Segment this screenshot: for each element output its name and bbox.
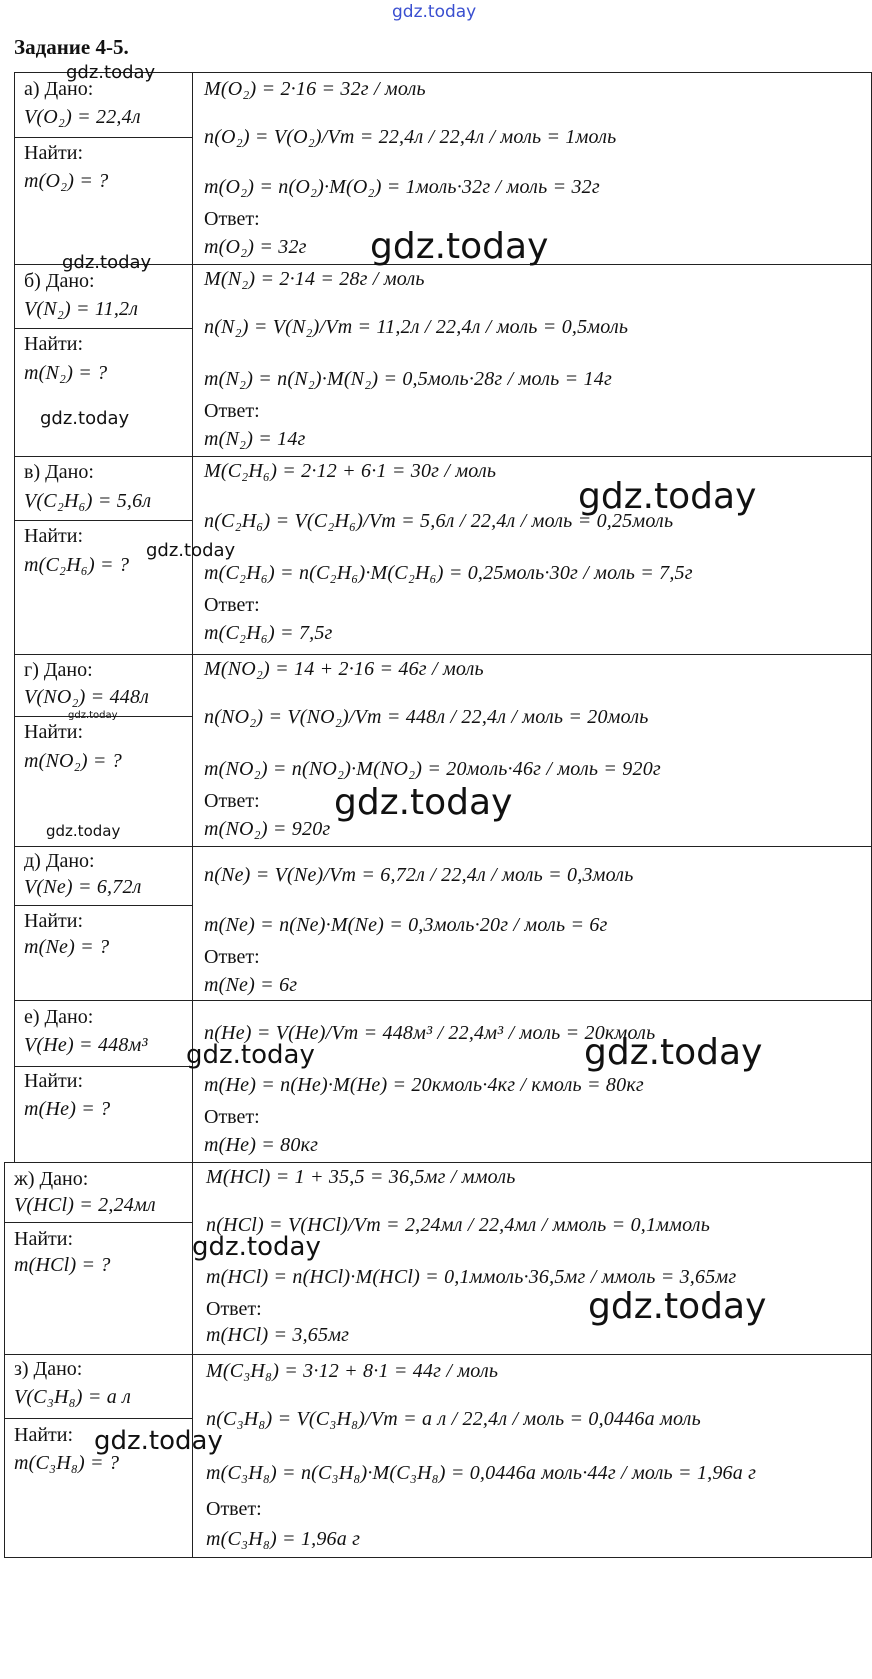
given-value: V(Ne) = 6,72л bbox=[24, 876, 142, 898]
find-label: Найти: bbox=[14, 1228, 74, 1250]
watermark: gdz.today bbox=[578, 476, 757, 517]
answer-label: Ответ: bbox=[204, 208, 260, 230]
given-label: а) Дано: bbox=[24, 78, 94, 100]
find-value: m(O₂) = ? bbox=[24, 170, 109, 192]
answer-value: m(NO₂) = 920г bbox=[204, 818, 331, 840]
given-value: V(NO₂) = 448л bbox=[24, 686, 150, 708]
watermark: gdz.today bbox=[334, 782, 513, 823]
find-value: m(Ne) = ? bbox=[24, 936, 110, 958]
given-label: з) Дано: bbox=[14, 1358, 83, 1380]
find-label: Найти: bbox=[24, 1070, 84, 1092]
given-label: в) Дано: bbox=[24, 461, 94, 483]
watermark: gdz.today bbox=[584, 1032, 763, 1073]
answer-value: m(C₃H₈) = 1,96a г bbox=[206, 1528, 361, 1550]
solution-line: m(C₂H₆) = n(C₂H₆)·M(C₂H₆) = 0,25моль·30г / моль = 7,5г bbox=[204, 562, 693, 584]
answer-label: Ответ: bbox=[204, 790, 260, 812]
solution-line: m(NO₂) = n(NO₂)·M(NO₂) = 20моль·46г / моль = 920г bbox=[204, 758, 661, 780]
solution-line: M(C₃H₈) = 3·12 + 8·1 = 44г / моль bbox=[206, 1360, 499, 1382]
watermark: gdz.today bbox=[588, 1286, 767, 1327]
solution-line: n(Ne) = V(Ne)/Vm = 6,72л / 22,4л / моль = 0,3моль bbox=[204, 864, 634, 886]
given-label: ж) Дано: bbox=[14, 1168, 89, 1190]
find-value: m(He) = ? bbox=[24, 1098, 111, 1120]
given-value: V(C₂H₆) = 5,6л bbox=[24, 490, 152, 512]
answer-label: Ответ: bbox=[206, 1298, 262, 1320]
find-label: Найти: bbox=[14, 1424, 74, 1446]
watermark: gdz.today bbox=[94, 1426, 223, 1456]
given-value: V(N₂) = 11,2л bbox=[24, 298, 139, 320]
watermark-top: gdz.today bbox=[392, 2, 477, 22]
solution-line: m(C₃H₈) = n(C₃H₈)·M(C₃H₈) = 0,0446a моль·44г / моль = 1,96a г bbox=[206, 1462, 757, 1484]
find-value: m(NO₂) = ? bbox=[24, 750, 122, 772]
solution-line: m(HCl) = n(HCl)·M(HCl) = 0,1ммоль·36,5мг / ммоль = 3,65мг bbox=[206, 1266, 737, 1288]
solution-line: n(C₃H₈) = V(C₃H₈)/Vm = a л / 22,4л / моль = 0,0446a моль bbox=[206, 1408, 701, 1430]
given-label: б) Дано: bbox=[24, 270, 95, 292]
given-value: V(O₂) = 22,4л bbox=[24, 106, 141, 128]
watermark: gdz.today bbox=[192, 1232, 321, 1262]
solution-line: M(HCl) = 1 + 35,5 = 36,5мг / ммоль bbox=[206, 1166, 516, 1188]
solution-line: m(O₂) = n(O₂)·M(O₂) = 1моль·32г / моль = 32г bbox=[204, 176, 600, 198]
given-value: V(C₃H₈) = a л bbox=[14, 1386, 132, 1408]
watermark: gdz.today bbox=[370, 226, 549, 267]
table-column-divider bbox=[192, 72, 193, 1557]
answer-value: m(He) = 80кг bbox=[204, 1134, 319, 1156]
table-left-border bbox=[14, 72, 15, 1162]
solution-line: n(C₂H₆) = V(C₂H₆)/Vm = 5,6л / 22,4л / моль = 0,25моль bbox=[204, 510, 674, 532]
table-left-border bbox=[4, 1162, 5, 1557]
find-label: Найти: bbox=[24, 525, 84, 547]
given-value: V(HCl) = 2,24мл bbox=[14, 1194, 156, 1216]
answer-label: Ответ: bbox=[204, 594, 260, 616]
watermark: gdz.today bbox=[40, 408, 130, 429]
answer-label: Ответ: bbox=[204, 1106, 260, 1128]
given-label: г) Дано: bbox=[24, 659, 93, 681]
answer-label: Ответ: bbox=[204, 400, 260, 422]
answer-value: m(O₂) = 32г bbox=[204, 236, 307, 258]
watermark: gdz.today bbox=[68, 710, 118, 721]
watermark: gdz.today bbox=[46, 822, 121, 840]
solution-line: n(N₂) = V(N₂)/Vm = 11,2л / 22,4л / моль = 0,5моль bbox=[204, 316, 629, 338]
task-title: Задание 4-5. bbox=[14, 35, 129, 59]
watermark: gdz.today bbox=[62, 252, 152, 273]
solution-line: n(NO₂) = V(NO₂)/Vm = 448л / 22,4л / моль = 20моль bbox=[204, 706, 649, 728]
find-label: Найти: bbox=[24, 333, 84, 355]
solution-line: n(He) = V(He)/Vm = 448м³ / 22,4м³ / моль = 20кмоль bbox=[204, 1022, 656, 1044]
find-label: Найти: bbox=[24, 910, 84, 932]
answer-label: Ответ: bbox=[206, 1498, 262, 1520]
watermark: gdz.today bbox=[146, 540, 236, 561]
given-label: д) Дано: bbox=[24, 850, 95, 872]
find-value: m(N₂) = ? bbox=[24, 362, 108, 384]
watermark: gdz.today bbox=[186, 1040, 315, 1070]
solution-line: M(NO₂) = 14 + 2·16 = 46г / моль bbox=[204, 658, 484, 680]
watermark: gdz.today bbox=[66, 62, 156, 83]
solution-line: M(N₂) = 2·14 = 28г / моль bbox=[204, 268, 425, 290]
solution-line: m(N₂) = n(N₂)·M(N₂) = 0,5моль·28г / моль = 14г bbox=[204, 368, 612, 390]
find-value: m(C₃H₈) = ? bbox=[14, 1452, 120, 1474]
answer-label: Ответ: bbox=[204, 946, 260, 968]
answer-value: m(N₂) = 14г bbox=[204, 428, 306, 450]
solution-line: n(O₂) = V(O₂)/Vm = 22,4л / 22,4л / моль = 1моль bbox=[204, 126, 617, 148]
solution-line: M(O₂) = 2·16 = 32г / моль bbox=[204, 78, 426, 100]
solution-line: m(Ne) = n(Ne)·M(Ne) = 0,3моль·20г / моль = 6г bbox=[204, 914, 608, 936]
solution-line: M(C₂H₆) = 2·12 + 6·1 = 30г / моль bbox=[204, 460, 497, 482]
find-value: m(C₂H₆) = ? bbox=[24, 554, 130, 576]
answer-value: m(C₂H₆) = 7,5г bbox=[204, 622, 333, 644]
answer-value: m(HCl) = 3,65мг bbox=[206, 1324, 350, 1346]
find-label: Найти: bbox=[24, 142, 84, 164]
find-label: Найти: bbox=[24, 721, 84, 743]
solution-line: n(HCl) = V(HCl)/Vm = 2,24мл / 22,4мл / ммоль = 0,1ммоль bbox=[206, 1214, 711, 1236]
answer-value: m(Ne) = 6г bbox=[204, 974, 298, 996]
given-label: е) Дано: bbox=[24, 1006, 94, 1028]
given-value: V(He) = 448м³ bbox=[24, 1034, 148, 1056]
solution-line: m(He) = n(He)·M(He) = 20кмоль·4кг / кмоль = 80кг bbox=[204, 1074, 644, 1096]
find-value: m(HCl) = ? bbox=[14, 1254, 111, 1276]
